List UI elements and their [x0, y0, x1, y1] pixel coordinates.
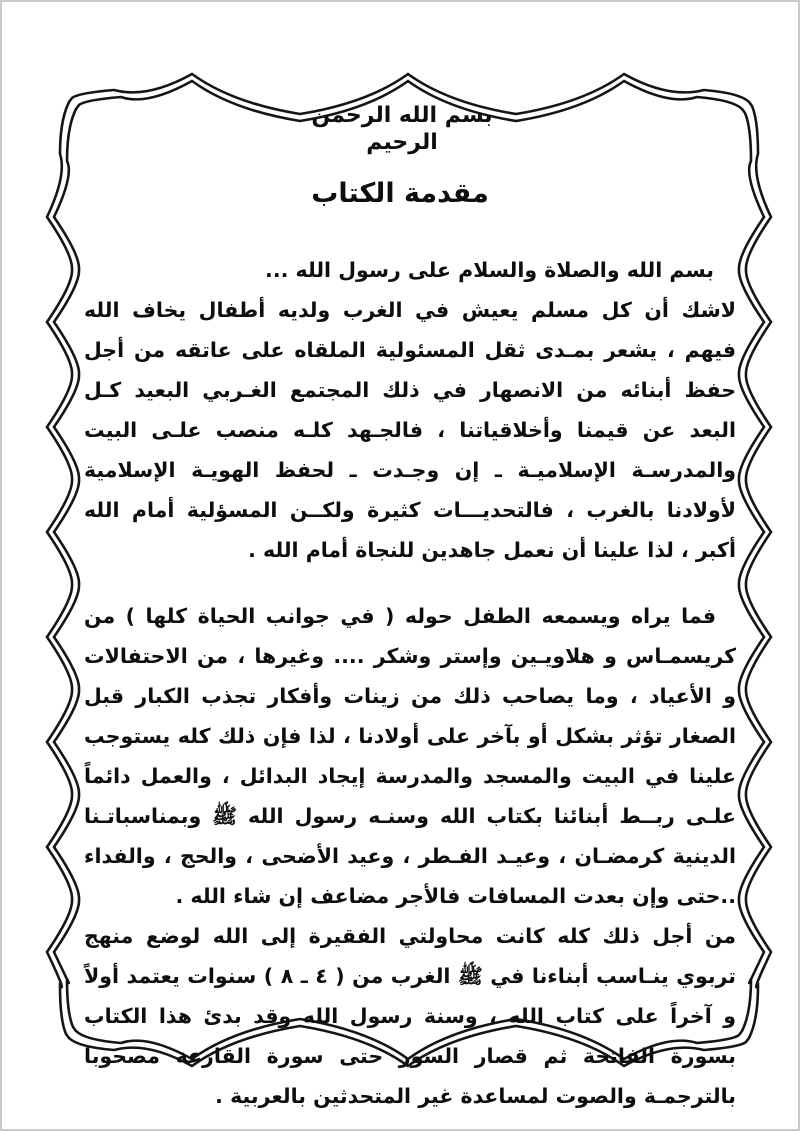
paragraph-responsibility: لاشك أن كل مسلم يعيش في الغرب ولديه أطفال يخاف الله فيهم ، يشعر بمـدى ثقل المسئولية الملقاه على عاتقه من أجل حفظ أبنائه من الانصهار في ذلك المجتمع الغـربي البعيد كـل البعد عن قيمنا وأخلاقياتنا ، فالجـهد كلـه منصب علـى البيت والمدرسـة الإسلاميـة ـ إن وجـدت ـ لحفظ الهويـة الإسلامية لأولادنا بالغرب ، فالتحديـــات كثيرة ولكــن المسؤلية أمام الله أكبر ، لذا علينا أن نعمل جاهدين للنجاة أمام الله . [84, 298, 736, 562]
paragraph-surroundings: فما يراه ويسمعه الطفل حوله ( في جوانب الحياة كلها ) من كريسمـاس و هلاويـين وإستر وشكر .... وغيرها ، من الاحتفالات و الأعياد ، وما يصاحب ذلك من زينات وأفكار تجذب الكبار قبل الصغار تؤثر بشكل أو بآخر على أولادنا ، لذا فإن ذلك كله يستوجب علينا في البيت والمسجد والمدرسة إيجاد البدائل ، والعمل دائماً علـى ربــط أبنائنا بكتاب الله وسنـه رسول الله ﷺ وبمناسباتـنا الدينية كرمضـان ، وعيـد الفـطر ، وعيد الأضحى ، والحج ، والفداء ..حتى وإن بعدت المسافات فالأجر مضاعف إن شاء الله . [84, 604, 736, 908]
paragraph-method: من أجل ذلك كله كانت محاولتي الفقيرة إلى الله لوضع منهج تربوي ينـاسب أبناءنا في ﷺ الغرب من ( ٤ ـ ٨ ) سنوات يعتمد أولاً و آخراً على كتاب الله ، وسنة رسول الله وقد بدئ هذا الكتاب بسورة الفاتحة ثم قصار السور حتى سورة القارعة مصحوبا بالترجمـة والصوت لمساعدة غير المتحدثين بالعربية . [84, 924, 737, 1108]
basmala-calligraphy: بسم الله الرحمن الرحيم [311, 103, 493, 155]
opening-line: بسم الله والصلاة والسلام على رسول الله ... [265, 258, 714, 282]
page-title: مقدمة الكتاب [311, 178, 489, 209]
body-text-block [84, 250, 736, 1116]
